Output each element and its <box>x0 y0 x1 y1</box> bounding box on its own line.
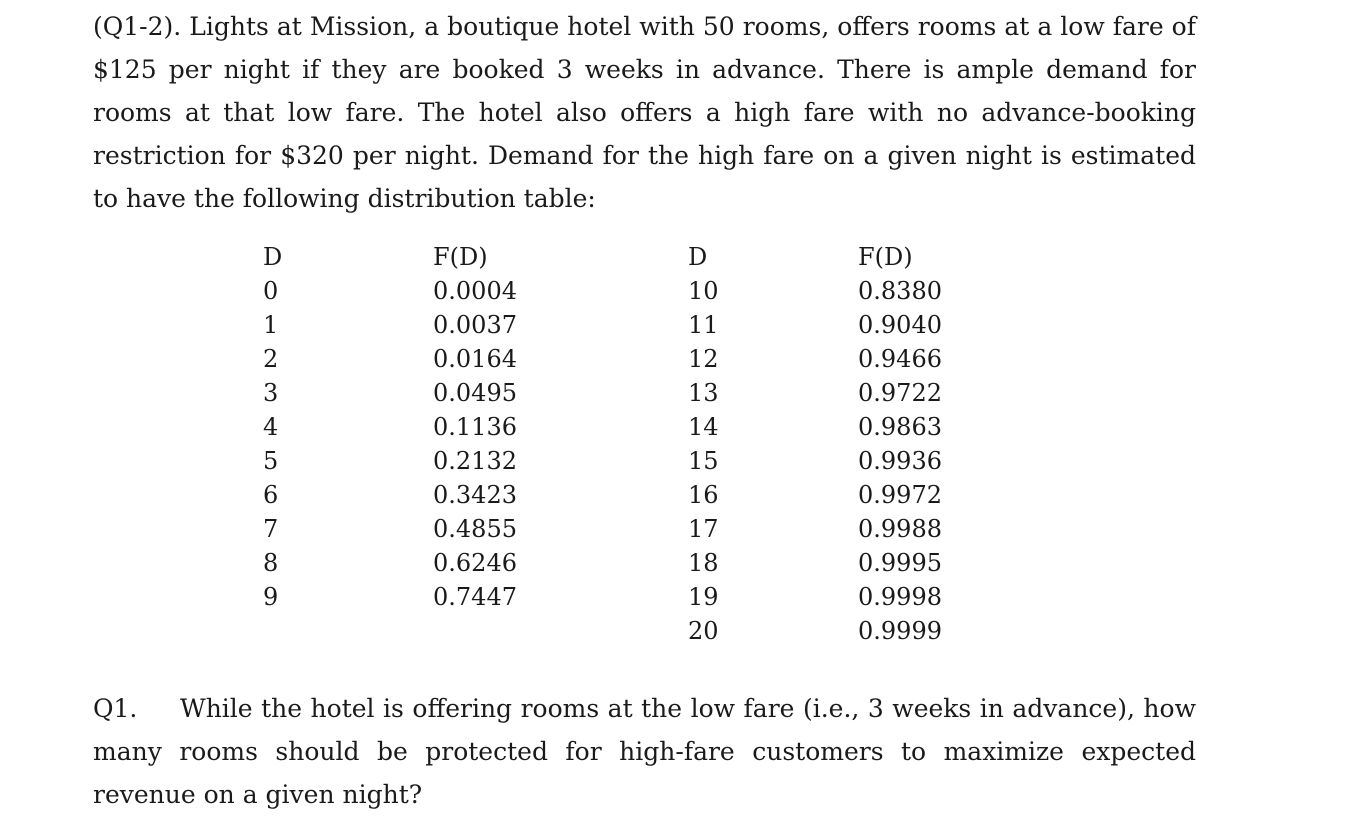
table-cell-d: 10 <box>688 277 719 305</box>
table-cell-fd: 0.9995 <box>858 549 942 577</box>
table-cell-d: 1 <box>263 311 279 339</box>
table-cell-d: 11 <box>688 311 719 339</box>
table-cell-fd: 0.8380 <box>858 277 942 305</box>
table-cell-fd: 0.3423 <box>433 481 517 509</box>
table-cell-fd: 0.0164 <box>433 345 517 373</box>
table-cell-fd: 0.2132 <box>433 447 517 475</box>
table-cell-d: 5 <box>263 447 279 475</box>
table-cell-fd: 0.9863 <box>858 413 942 441</box>
table-cell-d: 7 <box>263 515 279 543</box>
table-cell-d: 14 <box>688 413 719 441</box>
table-cell-d: 4 <box>263 413 279 441</box>
table-cell-d: 17 <box>688 515 719 543</box>
table-cell-fd: 0.9936 <box>858 447 942 475</box>
table-column-d-right <box>688 240 719 648</box>
table-cell-fd: 0.9722 <box>858 379 942 407</box>
question-text: While the hotel is offering rooms at the low fare (i.e., 3 weeks in advance), how many rooms should be protected for high-fare customers to maximize expected revenue on a given night? <box>93 694 1196 809</box>
table-cell-d: 2 <box>263 345 279 373</box>
table-cell-fd: 0.7447 <box>433 583 517 611</box>
table-cell-fd: 0.1136 <box>433 413 517 441</box>
table-header-fd: F(D) <box>858 243 913 271</box>
table-cell-d: 20 <box>688 617 719 645</box>
table-cell-fd: 0.9466 <box>858 345 942 373</box>
table-column-d-left <box>263 240 282 614</box>
table-header-d: D <box>688 243 708 271</box>
table-cell-fd: 0.0037 <box>433 311 517 339</box>
table-cell-d: 9 <box>263 583 279 611</box>
table-cell-fd: 0.6246 <box>433 549 517 577</box>
table-cell-fd: 0.9040 <box>858 311 942 339</box>
table-cell-d: 3 <box>263 379 279 407</box>
question-number: Q1. <box>93 694 138 723</box>
table-cell-fd: 0.0004 <box>433 277 517 305</box>
table-cell-d: 13 <box>688 379 719 407</box>
table-cell-fd: 0.9972 <box>858 481 942 509</box>
table-cell-d: 12 <box>688 345 719 373</box>
table-cell-d: 6 <box>263 481 279 509</box>
table-column-fd-left <box>433 240 517 614</box>
problem-intro-paragraph: (Q1-2). Lights at Mission, a boutique hotel with 50 rooms, offers rooms at a low fare of $125 per night if they are booked 3 weeks in advance. There is ample demand for rooms at that low fare. The hotel also offers a high fare with no advance-booking restriction for $320 per night. Demand for the high fare on a given night is estimated to have the following distribution table: <box>93 12 1196 213</box>
table-cell-d: 0 <box>263 277 279 305</box>
table-cell-d: 8 <box>263 549 279 577</box>
table-cell-d: 18 <box>688 549 719 577</box>
table-cell-fd: 0.9999 <box>858 617 942 645</box>
table-header-fd: F(D) <box>433 243 488 271</box>
table-cell-d: 16 <box>688 481 719 509</box>
table-cell-fd: 0.4855 <box>433 515 517 543</box>
table-cell-fd: 0.0495 <box>433 379 517 407</box>
table-cell-d: 15 <box>688 447 719 475</box>
table-cell-fd: 0.9998 <box>858 583 942 611</box>
table-cell-fd: 0.9988 <box>858 515 942 543</box>
table-header-d: D <box>263 243 283 271</box>
table-column-fd-right <box>858 240 942 648</box>
question-q1 <box>93 687 1196 816</box>
table-cell-d: 19 <box>688 583 719 611</box>
